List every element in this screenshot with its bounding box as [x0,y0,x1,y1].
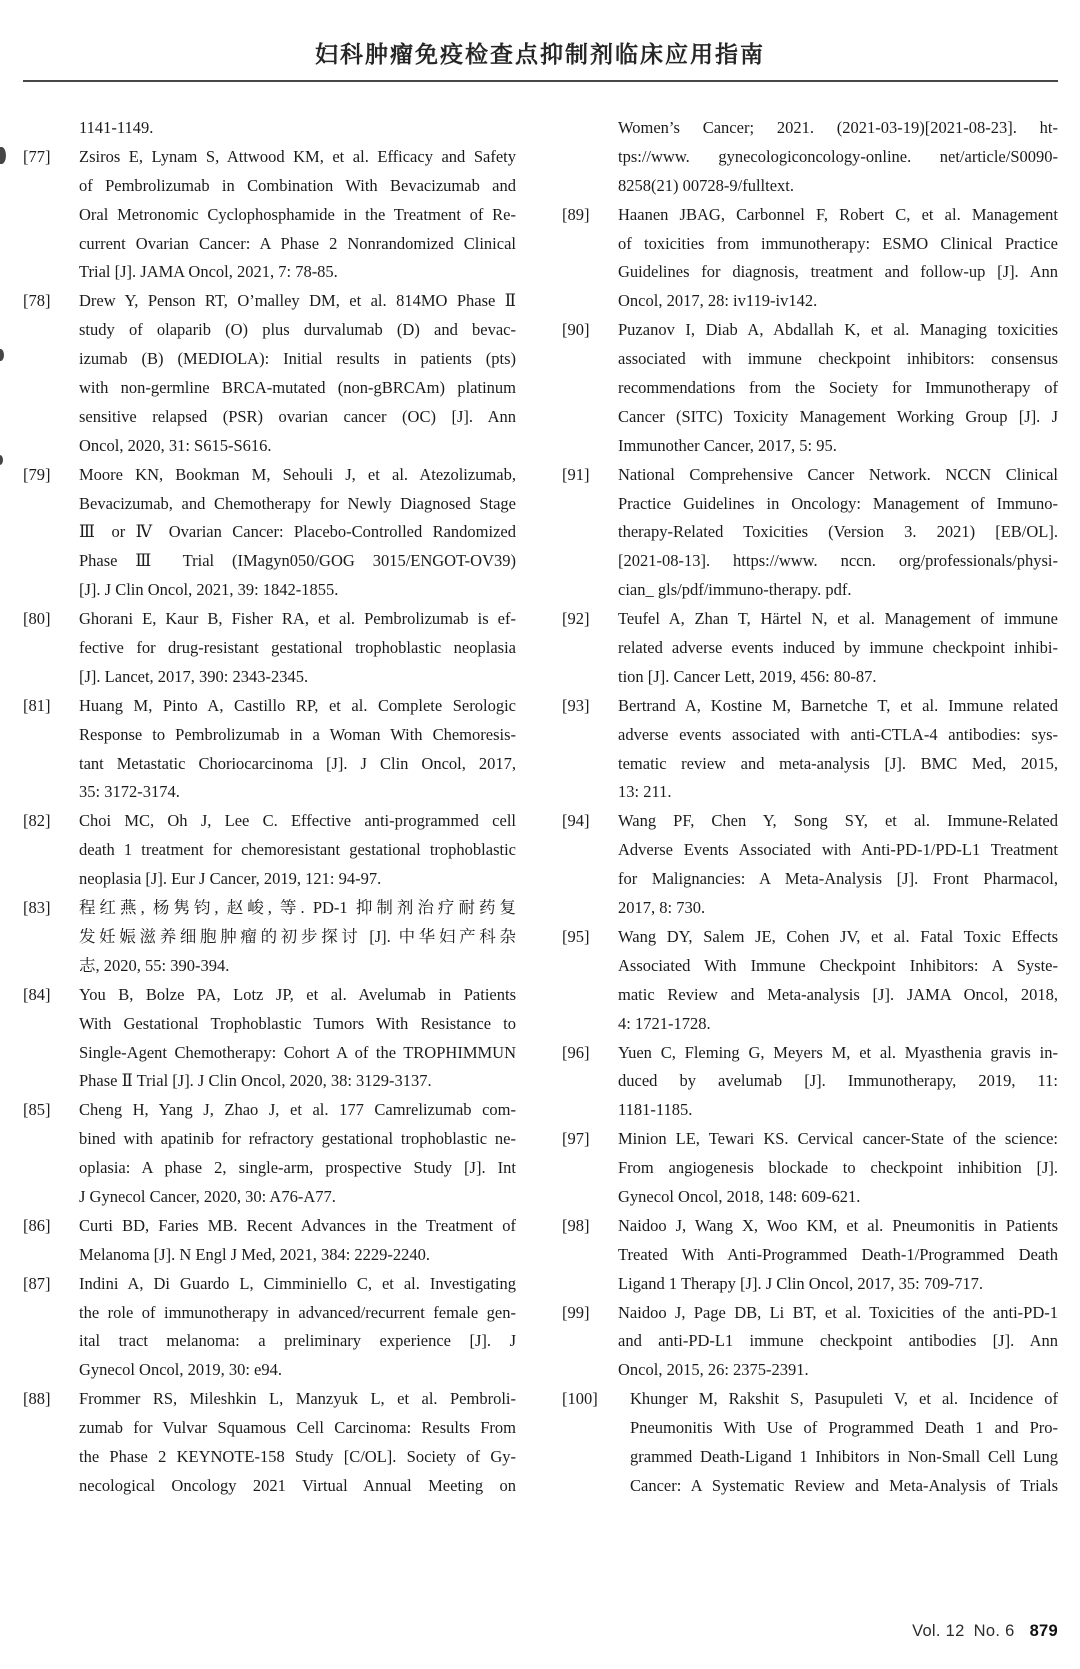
reference-number: [97] [562,1129,590,1149]
reference-entry [562,201,1058,317]
reference-entry [23,1270,516,1386]
reference-text-line: Pneumonitis With Use of Programmed Death 1 and Pro- [630,1418,1058,1438]
reference-text-line: National Comprehensive Cancer Network. NCCN Clinical [618,464,1058,484]
reference-text-line: Bevacizumab, and Chemotherapy for Newly Diagnosed Stage [79,493,516,513]
reference-text-line: associated with immune checkpoint inhibitors: consensus [618,349,1058,369]
reference-text-line: 13: 211. [618,782,672,802]
reference-text-line: Single-Agent Chemotherapy: Cohort A of the TROPHIMMUN [79,1042,516,1062]
reference-number: [91] [562,464,590,484]
reference-text-line: related adverse events induced by immune checkpoint inhibi- [618,638,1058,658]
reference-number: [77] [23,146,51,166]
reference-text-line: oplasia: A phase 2, single-arm, prospective Study [J]. Int [79,1158,516,1178]
reference-text-line: death 1 treatment for chemoresistant gestational trophoblastic [79,840,516,860]
reference-number: [86] [23,1215,51,1235]
reference-text-line: 35: 3172-3174. [79,782,180,802]
reference-entry [23,981,516,1097]
scan-artifact [0,455,3,465]
reference-entry [562,1385,1058,1501]
reference-number: [78] [23,291,51,311]
reference-text-line: Ghorani E, Kaur B, Fisher RA, et al. Pembrolizumab is ef- [79,609,516,629]
reference-text-line: with non-germline BRCA-mutated (non-gBRCAm) platinum [79,378,516,398]
reference-text-line: Teufel A, Zhan T, Härtel N, et al. Management of immune [618,609,1058,629]
reference-text-line: and anti-PD-L1 immune checkpoint antibodies [J]. Ann [618,1331,1058,1351]
reference-text-line: 2017, 8: 730. [618,898,706,918]
reference-text-line: Adverse Events Associated with Anti-PD-1/PD-L1 Treatment [618,840,1058,860]
reference-number: [96] [562,1042,590,1062]
reference-text-line: matic Review and Meta-analysis [J]. JAMA Oncol, 2018, [618,984,1058,1004]
reference-entry [562,1299,1058,1386]
reference-text-line: current Ovarian Cancer: A Phase 2 Nonrandomized Clinical [79,233,516,253]
reference-text-line: tant Metastatic Choriocarcinoma [J]. J Clin Oncol, 2017, [79,753,516,773]
reference-entry [562,692,1058,808]
reference-text-line: Choi MC, Oh J, Lee C. Effective anti-programmed cell [79,811,516,831]
reference-number: [98] [562,1215,590,1235]
reference-entry [23,807,516,894]
reference-number: [99] [562,1302,590,1322]
reference-entry [23,287,516,460]
reference-text-line: Ligand 1 Therapy [J]. J Clin Oncol, 2017, 35: 709-717. [618,1273,983,1293]
reference-text-line: duced by avelumab [J]. Immunotherapy, 2019, 11: [618,1071,1058,1091]
reference-entry [23,605,516,692]
reference-text-line: recommendations from the Society for Immunotherapy of [618,378,1058,398]
reference-entry [23,894,516,981]
reference-entry [562,923,1058,1039]
reference-text-line: sensitive relapsed (PSR) ovarian cancer (OC) [J]. Ann [79,406,516,426]
reference-number: [95] [562,926,590,946]
reference-entry [562,114,1058,201]
reference-text-line: ital tract melanoma: a preliminary experience [J]. J [79,1331,516,1351]
reference-text-line: Wang DY, Salem JE, Cohen JV, et al. Fatal Toxic Effects [618,926,1058,946]
reference-text-line: tion [J]. Cancer Lett, 2019, 456: 80-87. [618,666,877,686]
reference-text-line: zumab for Vulvar Squamous Cell Carcinoma: Results From [79,1418,516,1438]
reference-text-line: Khunger M, Rakshit S, Pasupuleti V, et al. Incidence of [630,1389,1058,1409]
reference-text-line: Frommer RS, Mileshkin L, Manzyuk L, et al. Pembroli- [79,1389,516,1409]
reference-text-line: neoplasia [J]. Eur J Cancer, 2019, 121: 94-97. [79,869,382,889]
reference-entry [562,1125,1058,1212]
reference-text-line: the Phase 2 KEYNOTE-158 Study [C/OL]. Society of Gy- [79,1446,516,1466]
reference-entry [562,1039,1058,1126]
reference-entry [23,461,516,605]
reference-text-line: bined with apatinib for refractory gestational trophoblastic ne- [79,1129,516,1149]
reference-entry [23,692,516,808]
reference-text-line: Puzanov I, Diab A, Abdallah K, et al. Managing toxicities [618,320,1058,340]
reference-number: [80] [23,609,51,629]
reference-entry [562,807,1058,923]
scan-artifact [0,349,4,361]
reference-text-line: Oncol, 2020, 31: S615-S616. [79,435,272,455]
reference-text-line: necological Oncology 2021 Virtual Annual Meeting on [79,1475,516,1495]
reference-text-line: 志, 2020, 55: 390-394. [79,955,230,975]
page-footer [912,1622,1058,1641]
reference-number: [81] [23,695,51,715]
reference-text-line: grammed Death-Ligand 1 Inhibitors in Non-Small Cell Lung [630,1446,1058,1466]
reference-text-line: cian_ gls/pdf/immuno-therapy. pdf. [618,580,852,600]
reference-entry [23,1212,516,1270]
reference-entry [23,114,516,143]
reference-text-line: izumab (B) (MEDIOLA): Initial results in patients (pts) [79,349,516,369]
reference-text-line: Response to Pembrolizumab in a Woman With Chemoresis- [79,724,516,744]
reference-text-line: Huang M, Pinto A, Castillo RP, et al. Complete Serologic [79,695,516,715]
reference-text-line: for Malignancies: A Meta-Analysis [J]. Front Pharmacol, [618,869,1058,889]
reference-entry [23,1096,516,1212]
header-divider [23,80,1058,82]
reference-text-line: [J]. Lancet, 2017, 390: 2343-2345. [79,666,309,686]
reference-text-line: Yuen C, Fleming G, Meyers M, et al. Myasthenia gravis in- [618,1042,1058,1062]
reference-entry [23,1385,516,1501]
reference-number: [89] [562,204,590,224]
reference-number: [85] [23,1100,51,1120]
reference-number: [88] [23,1389,51,1409]
reference-text-line: Immunother Cancer, 2017, 5: 95. [618,435,837,455]
reference-number: [84] [23,984,51,1004]
reference-number: [90] [562,320,590,340]
reference-text-line: Guidelines for diagnosis, treatment and follow-up [J]. Ann [618,262,1058,282]
page-number: 879 [1029,1622,1058,1640]
reference-number: [79] [23,464,51,484]
reference-text-line: Women’s Cancer; 2021. (2021-03-19)[2021-08-23]. ht- [618,118,1058,137]
reference-text-line: Gynecol Oncol, 2018, 148: 609-621. [618,1186,861,1206]
reference-text-line: Haanen JBAG, Carbonnel F, Robert C, et al. Management [618,204,1058,224]
reference-text-line: Zsiros E, Lynam S, Attwood KM, et al. Efficacy and Safety [79,146,516,166]
reference-text-line: Ⅲ or Ⅳ Ovarian Cancer: Placebo-Controlled Randomized [79,522,516,542]
reference-text-line: the role of immunotherapy in advanced/recurrent female gen- [79,1302,516,1322]
reference-entry [562,1212,1058,1299]
reference-text-line: 1141-1149. [79,118,154,137]
reference-number: [82] [23,811,51,831]
reference-text-line: 程红燕, 杨隽钧, 赵峻, 等. PD-1 抑制剂治疗耐药复 [79,898,516,918]
references-left-column [23,114,516,1501]
references-right-column [562,114,1058,1501]
reference-text-line: Indini A, Di Guardo L, Cimminiello C, et al. Investigating [79,1273,516,1293]
reference-text-line: Naidoo J, Page DB, Li BT, et al. Toxicities of the anti-PD-1 [618,1302,1058,1322]
reference-text-line: With Gestational Trophoblastic Tumors With Resistance to [79,1013,516,1033]
issue-label: No. 6 [973,1622,1015,1640]
reference-text-line: Bertrand A, Kostine M, Barnetche T, et al. Immune related [618,695,1058,715]
reference-text-line: 4: 1721-1728. [618,1013,711,1033]
reference-text-line: 发妊娠滋养细胞肿瘤的初步探讨 [J]. 中华妇产科杂 [79,926,516,946]
reference-text-line: Drew Y, Penson RT, O’malley DM, et al. 814MO Phase Ⅱ [79,291,516,311]
reference-text-line: of toxicities from immunotherapy: ESMO Clinical Practice [618,233,1058,253]
reference-text-line: [J]. J Clin Oncol, 2021, 39: 1842-1855. [79,580,339,600]
reference-text-line: study of olaparib (O) plus durvalumab (D) and bevac- [79,320,516,340]
reference-text-line: tematic review and meta-analysis [J]. BMC Med, 2015, [618,753,1058,773]
volume-label: Vol. 12 [912,1622,965,1640]
reference-text-line: Trial [J]. JAMA Oncol, 2021, 7: 78-85. [79,262,338,282]
reference-text-line: Associated With Immune Checkpoint Inhibitors: A Syste- [618,955,1058,975]
reference-entry [23,143,516,287]
reference-text-line: Cheng H, Yang J, Zhao J, et al. 177 Camrelizumab com- [79,1100,516,1120]
reference-text-line: Oncol, 2015, 26: 2375-2391. [618,1360,809,1380]
reference-entry [562,461,1058,605]
reference-text-line: Cancer (SITC) Toxicity Management Working Group [J]. J [618,406,1058,426]
reference-text-line: 8258(21) 00728-9/fulltext. [618,175,794,195]
scan-artifact [0,147,6,164]
reference-text-line: Cancer: A Systematic Review and Meta-Analysis of Trials [630,1475,1058,1495]
reference-text-line: J Gynecol Cancer, 2020, 30: A76-A77. [79,1186,336,1206]
reference-text-line: Oral Metronomic Cyclophosphamide in the Treatment of Re- [79,204,516,224]
reference-text-line: Practice Guidelines in Oncology: Management of Immuno- [618,493,1058,513]
reference-entry [562,605,1058,692]
reference-number: [93] [562,695,590,715]
reference-text-line: Oncol, 2017, 28: iv119-iv142. [618,291,818,311]
reference-text-line: therapy-Related Toxicities (Version 3. 2021) [EB/OL]. [618,522,1058,542]
reference-text-line: Minion LE, Tewari KS. Cervical cancer-State of the science: [618,1129,1058,1149]
reference-text-line: Phase Ⅲ Trial (IMagyn050/GOG 3015/ENGOT-OV39) [79,551,516,571]
reference-text-line: From angiogenesis blockade to checkpoint inhibition [J]. [618,1158,1058,1178]
reference-text-line: [2021-08-13]. https://www. nccn. org/professionals/physi- [618,551,1058,571]
reference-text-line: Moore KN, Bookman M, Sehouli J, et al. Atezolizumab, [79,464,516,484]
reference-text-line: Gynecol Oncol, 2019, 30: e94. [79,1360,283,1380]
reference-text-line: Naidoo J, Wang X, Woo KM, et al. Pneumonitis in Patients [618,1215,1058,1235]
page-title: 妇科肿瘤免疫检查点抑制剂临床应用指南 [315,42,765,67]
reference-text-line: Treated With Anti-Programmed Death-1/Programmed Death [618,1244,1058,1264]
reference-text-line: adverse events associated with anti-CTLA-4 antibodies: sys- [618,724,1058,744]
reference-text-line: Phase Ⅱ Trial [J]. J Clin Oncol, 2020, 38: 3129-3137. [79,1071,432,1091]
reference-number: [92] [562,609,590,629]
reference-text-line: You B, Bolze PA, Lotz JP, et al. Avelumab in Patients [79,984,516,1004]
reference-number: [87] [23,1273,51,1293]
reference-entry [562,316,1058,460]
reference-text-line: 1181-1185. [618,1100,693,1120]
reference-number: [94] [562,811,590,831]
reference-number: [100] [562,1389,598,1409]
reference-text-line: Wang PF, Chen Y, Song SY, et al. Immune-Related [618,811,1058,831]
reference-number: [83] [23,898,51,918]
reference-text-line: of Pembrolizumab in Combination With Bevacizumab and [79,175,516,195]
reference-text-line: fective for drug-resistant gestational trophoblastic neoplasia [79,638,516,658]
reference-text-line: Melanoma [J]. N Engl J Med, 2021, 384: 2229-2240. [79,1244,431,1264]
reference-text-line: Curti BD, Faries MB. Recent Advances in the Treatment of [79,1215,516,1235]
reference-text-line: tps://www. gynecologiconcology-online. net/article/S0090- [618,146,1058,166]
